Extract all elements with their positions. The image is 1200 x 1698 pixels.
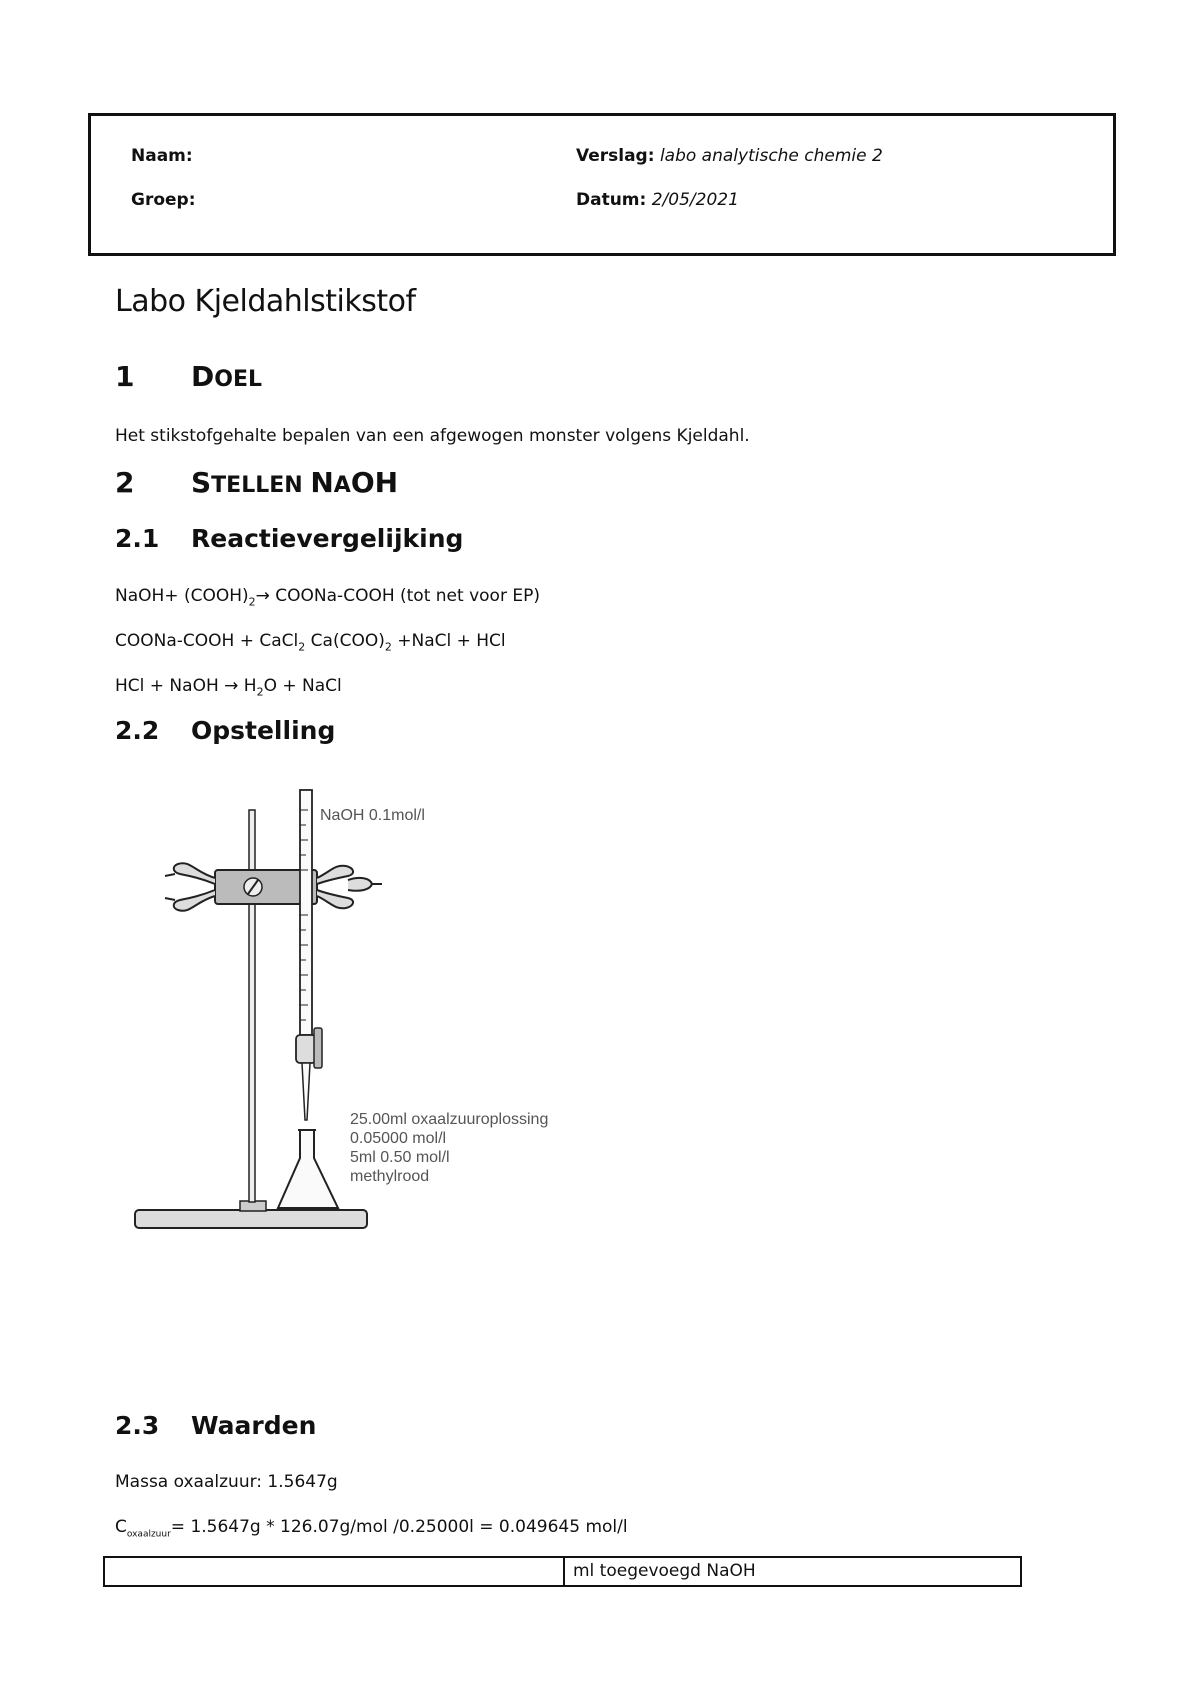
heading-stellen-naoh: 2 STELLEN NAOH xyxy=(115,466,399,499)
group-label: Groep: xyxy=(131,190,196,210)
burette-label: NaOH 0.1mol/l xyxy=(320,807,425,824)
date-value: 2/05/2021 xyxy=(651,190,739,210)
heading-number: 1 xyxy=(115,360,135,393)
date-field xyxy=(576,190,739,210)
date-label: Datum: xyxy=(576,190,647,210)
report-label: Verslag: xyxy=(576,146,655,166)
mass-value: Massa oxaalzuur: 1.5647g xyxy=(115,1472,338,1492)
header-box xyxy=(88,113,1116,256)
table-cell-empty xyxy=(105,1558,565,1585)
arrow-icon: → xyxy=(224,676,239,696)
stand-base xyxy=(135,1210,367,1228)
flask-label-1: 25.00ml oxaalzuuroplossing xyxy=(350,1111,549,1128)
report-value: labo analytische chemie 2 xyxy=(659,146,883,166)
group-field xyxy=(131,190,196,210)
data-table xyxy=(103,1556,1022,1587)
clamp-jaw-right-bottom xyxy=(317,890,353,908)
equation-2: COONa-COOH + CaCl$_2$ $Ca(COO)_2$ +NaCl + HCl xyxy=(115,631,506,654)
table-header-ml-naoh: ml toegevoegd NaOH xyxy=(573,1561,756,1581)
flask-label-3: 5ml 0.50 mol/l xyxy=(350,1149,450,1166)
name-field xyxy=(131,146,193,166)
heading-reactievergelijking: 2.1 Reactievergelijking xyxy=(115,524,464,553)
equation-3: HCl + NaOH → $H_2O$ + NaCl xyxy=(115,676,342,699)
stand-rod xyxy=(249,810,255,1202)
heading-doel: 1 DOEL xyxy=(115,360,262,393)
heading-number: 2 xyxy=(115,466,135,499)
name-label: Naam: xyxy=(131,146,193,166)
stopcock-icon xyxy=(296,1035,316,1063)
burette-tip xyxy=(302,1063,310,1120)
heading-opstelling: 2.2 Opstelling xyxy=(115,716,336,745)
report-field xyxy=(576,146,883,166)
clamp-jaw-left-top xyxy=(174,863,215,884)
flask-label-2: 0.05000 mol/l xyxy=(350,1130,447,1147)
doel-text: Het stikstofgehalte bepalen van een afgewogen monster volgens Kjeldahl. xyxy=(115,426,750,446)
concentration-value: $C_{oxaalzuur}= 1.5647g * 126.07g/mol$ /0.25000l = 0.049645 mol/l xyxy=(115,1517,628,1540)
clamp-jaw-right-top xyxy=(317,866,353,884)
document-title: Labo Kjeldahlstikstof xyxy=(115,284,416,319)
flask-label-4: methylrood xyxy=(350,1168,430,1185)
equation-1: NaOH+ $(COOH)_2\to$ COONa-COOH (tot net voor EP) xyxy=(115,586,540,609)
titration-setup-figure xyxy=(120,780,600,1240)
clamp-jaw-left-bottom xyxy=(174,890,215,911)
heading-waarden: 2.3 Waarden xyxy=(115,1411,317,1440)
erlenmeyer-flask xyxy=(278,1130,338,1208)
burette xyxy=(300,790,312,1035)
arrow-icon: → xyxy=(255,586,270,606)
